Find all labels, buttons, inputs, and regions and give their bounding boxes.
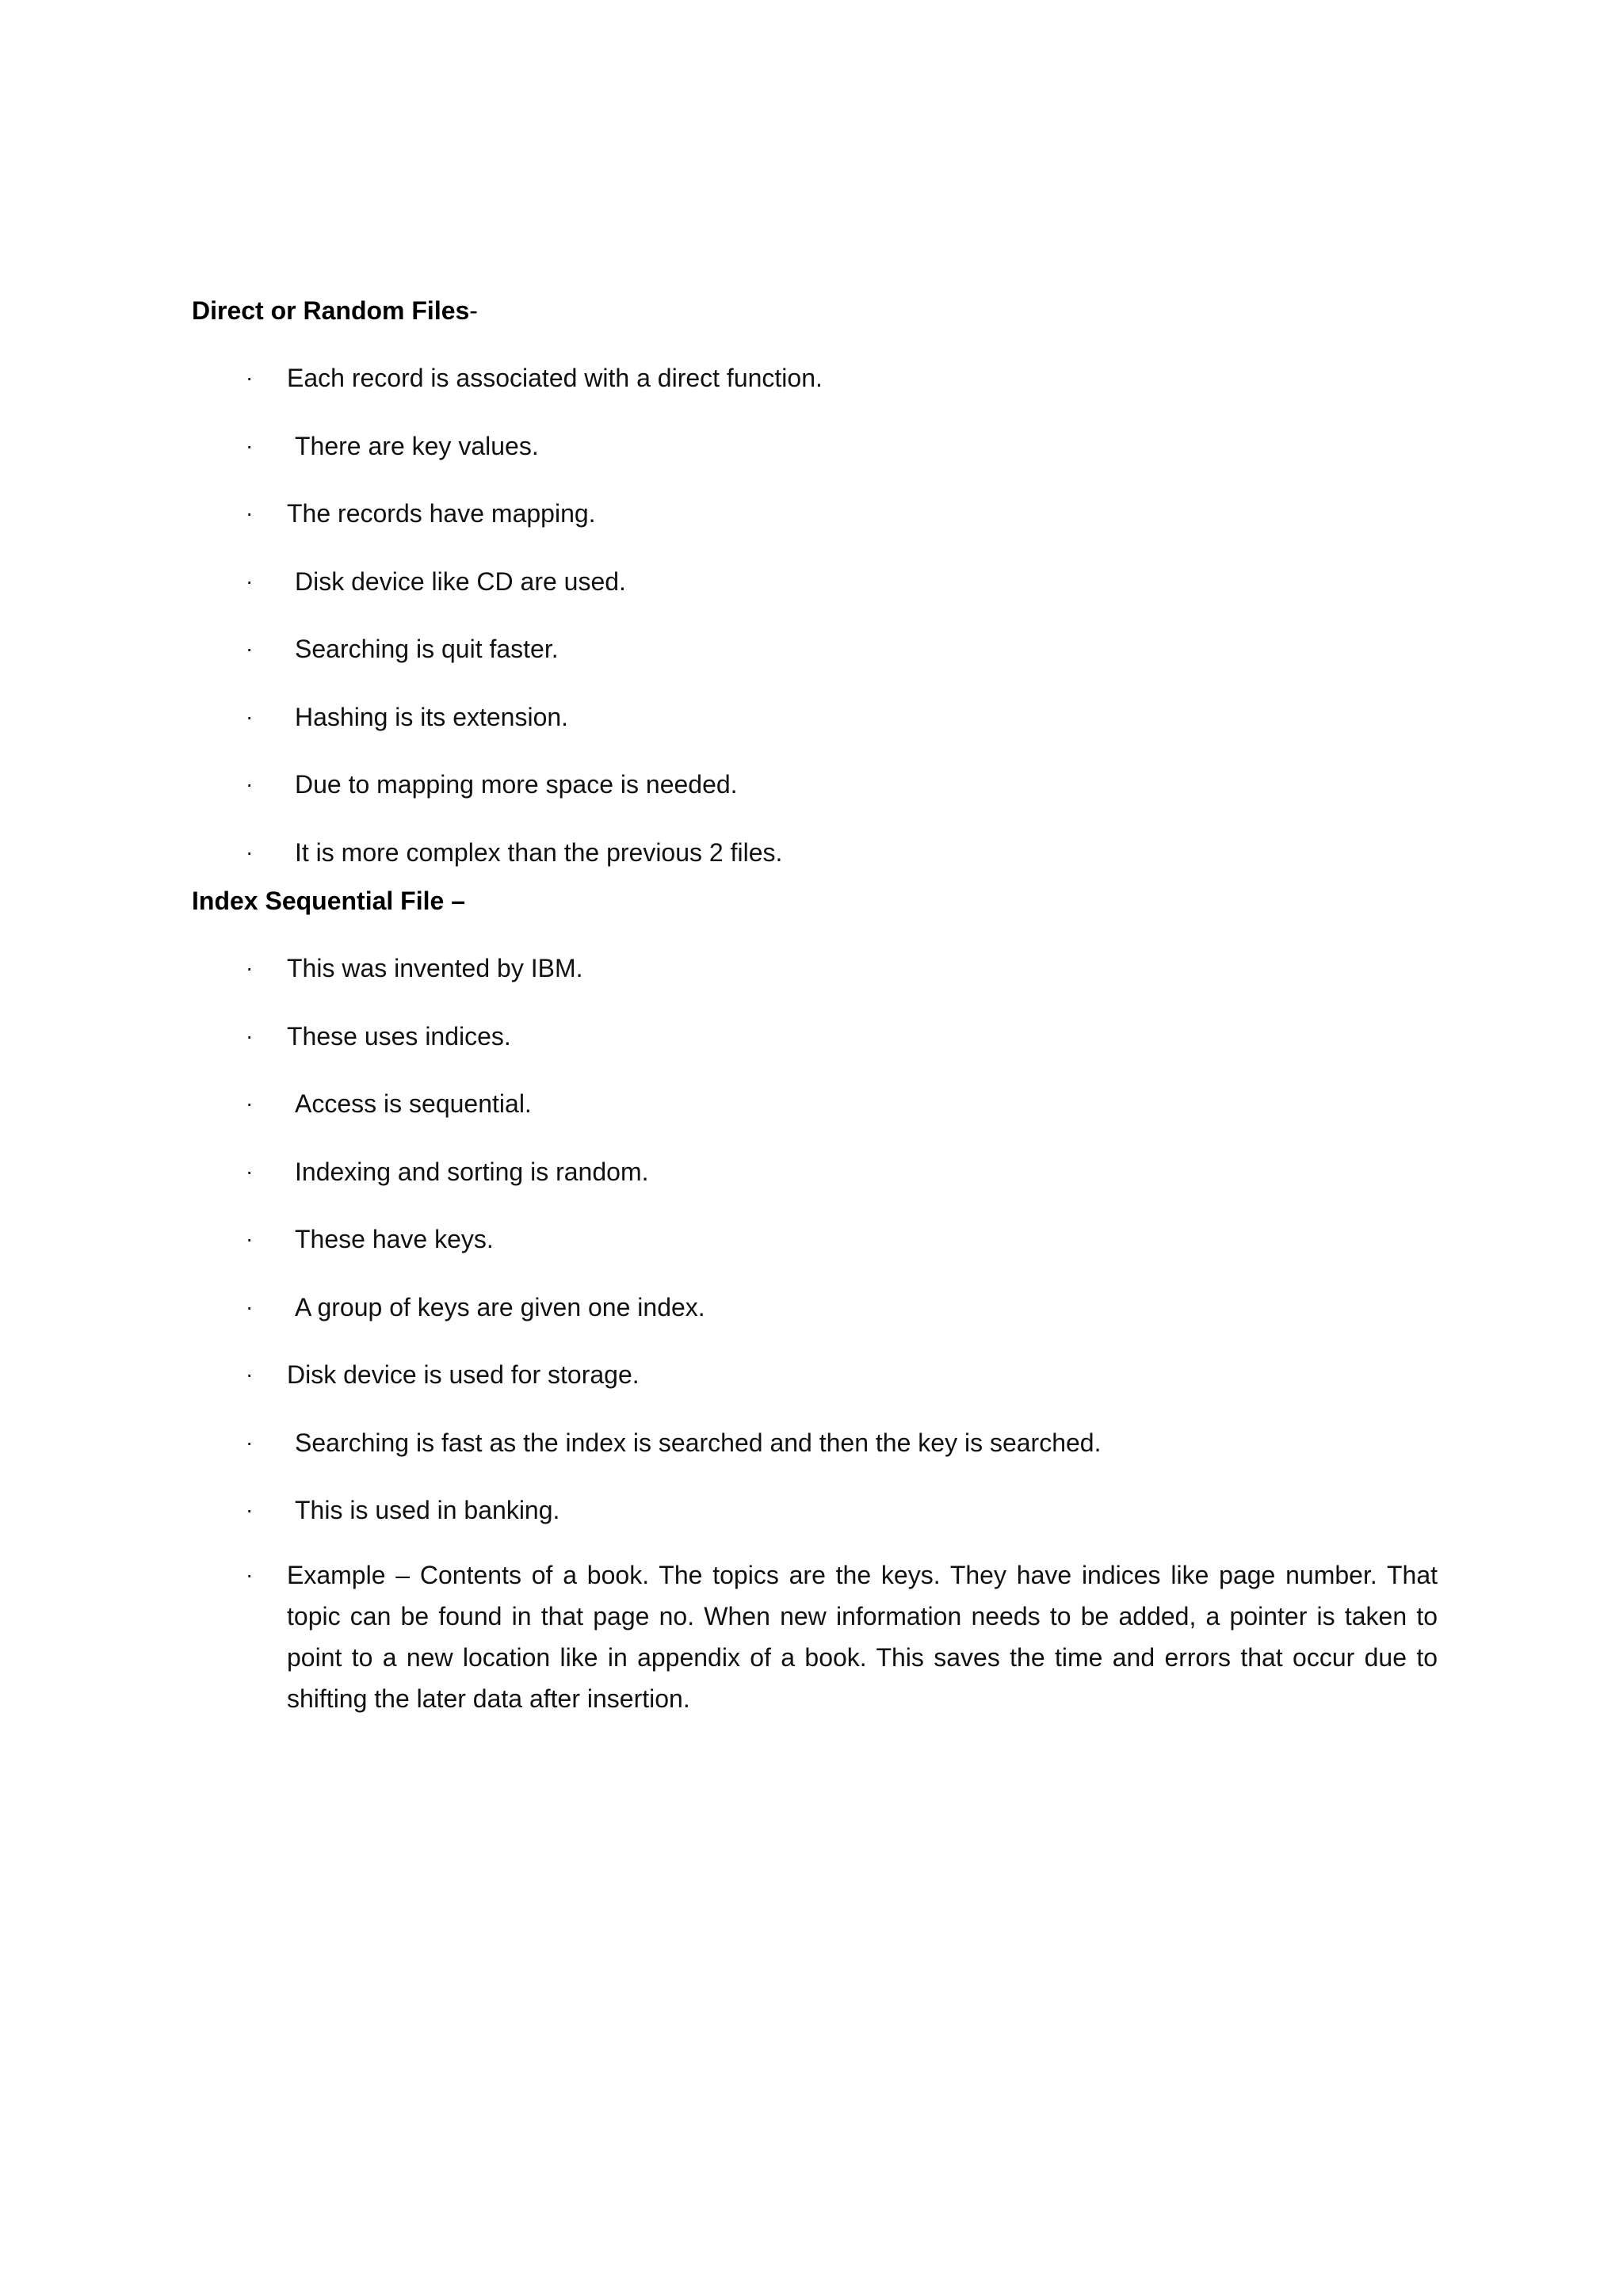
bullet-list-direct-random-files: [192, 354, 1444, 876]
bullet-icon: ·: [246, 568, 254, 593]
bullet-icon: ·: [246, 955, 254, 980]
list-item-text: This was invented by IBM.: [287, 954, 583, 982]
bullet-icon: ·: [246, 772, 254, 796]
list-item: [192, 1486, 1444, 1534]
list-item-text: Due to mapping more space is needed.: [295, 770, 738, 799]
section-heading-index-sequential-file: [192, 877, 1444, 925]
bullet-icon: ·: [246, 1091, 254, 1116]
bullet-list-index-sequential-file: [192, 944, 1444, 1719]
list-item-text: It is more complex than the previous 2 files.: [295, 837, 783, 867]
list-item: [192, 944, 1444, 992]
list-item-text: This is used in banking.: [295, 1496, 560, 1524]
list-item-text: Indexing and sorting is random.: [295, 1157, 649, 1186]
bullet-icon: ·: [246, 1362, 254, 1386]
bullet-icon: ·: [246, 365, 254, 390]
list-item: [192, 761, 1444, 808]
list-item-text: Disk device is used for storage.: [287, 1360, 640, 1389]
bullet-icon: ·: [246, 1562, 254, 1587]
list-item-text: A group of keys are given one index.: [295, 1292, 705, 1322]
section-heading-text: Index Sequential File –: [192, 887, 465, 915]
bullet-icon: ·: [246, 1497, 254, 1522]
list-item-text: Searching is fast as the index is searched and then the key is searched.: [295, 1428, 1102, 1457]
list-item: [192, 354, 1444, 402]
bullet-icon: ·: [246, 501, 254, 525]
bullet-icon: ·: [246, 636, 254, 661]
list-item: [192, 1419, 1444, 1466]
list-item: [192, 829, 1444, 876]
list-item: [192, 1215, 1444, 1263]
list-item-text: Each record is associated with a direct function.: [287, 364, 823, 392]
bullet-icon: ·: [246, 1429, 254, 1455]
list-item-text: Example – Contents of a book. The topics are the keys. They have indices like page number. That topic can be found in that page no. When new information needs to be added, a pointer is taken to point to a new location like in appendix of a book. This saves the time and errors that occur due to shifting the later data after insertion.: [287, 1560, 1438, 1713]
list-item: [192, 1013, 1444, 1060]
section-heading-tail: -: [469, 296, 478, 325]
bullet-icon: ·: [246, 1023, 254, 1048]
list-item-text: These have keys.: [295, 1225, 494, 1253]
list-item-text: Access is sequential.: [295, 1089, 532, 1118]
bullet-icon: ·: [246, 1294, 254, 1319]
list-item: [192, 490, 1444, 537]
list-item-text: There are key values.: [295, 431, 539, 460]
bullet-icon: ·: [246, 704, 254, 729]
list-item: [192, 1283, 1444, 1331]
list-item-text: These uses indices.: [287, 1021, 511, 1051]
list-item: [192, 625, 1444, 673]
list-item: [192, 422, 1444, 470]
list-item: [192, 1148, 1444, 1196]
list-item: [192, 558, 1444, 605]
section-heading-direct-random-files: [192, 287, 1444, 334]
bullet-icon: ·: [246, 433, 254, 458]
document-content: [192, 287, 1444, 1739]
bullet-icon: ·: [246, 839, 254, 864]
list-item: [192, 1080, 1444, 1127]
section-heading-text: Direct or Random Files: [192, 296, 470, 325]
bullet-icon: ·: [246, 1226, 254, 1251]
list-item-example: [192, 1554, 1444, 1719]
bullet-icon: ·: [246, 1158, 254, 1184]
list-item-text: The records have mapping.: [287, 499, 596, 528]
list-item: [192, 693, 1444, 741]
list-item-text: Hashing is its extension.: [295, 702, 569, 731]
list-item-text: Searching is quit faster.: [295, 635, 559, 663]
list-item: [192, 1351, 1444, 1398]
list-item-text: Disk device like CD are used.: [295, 566, 626, 596]
